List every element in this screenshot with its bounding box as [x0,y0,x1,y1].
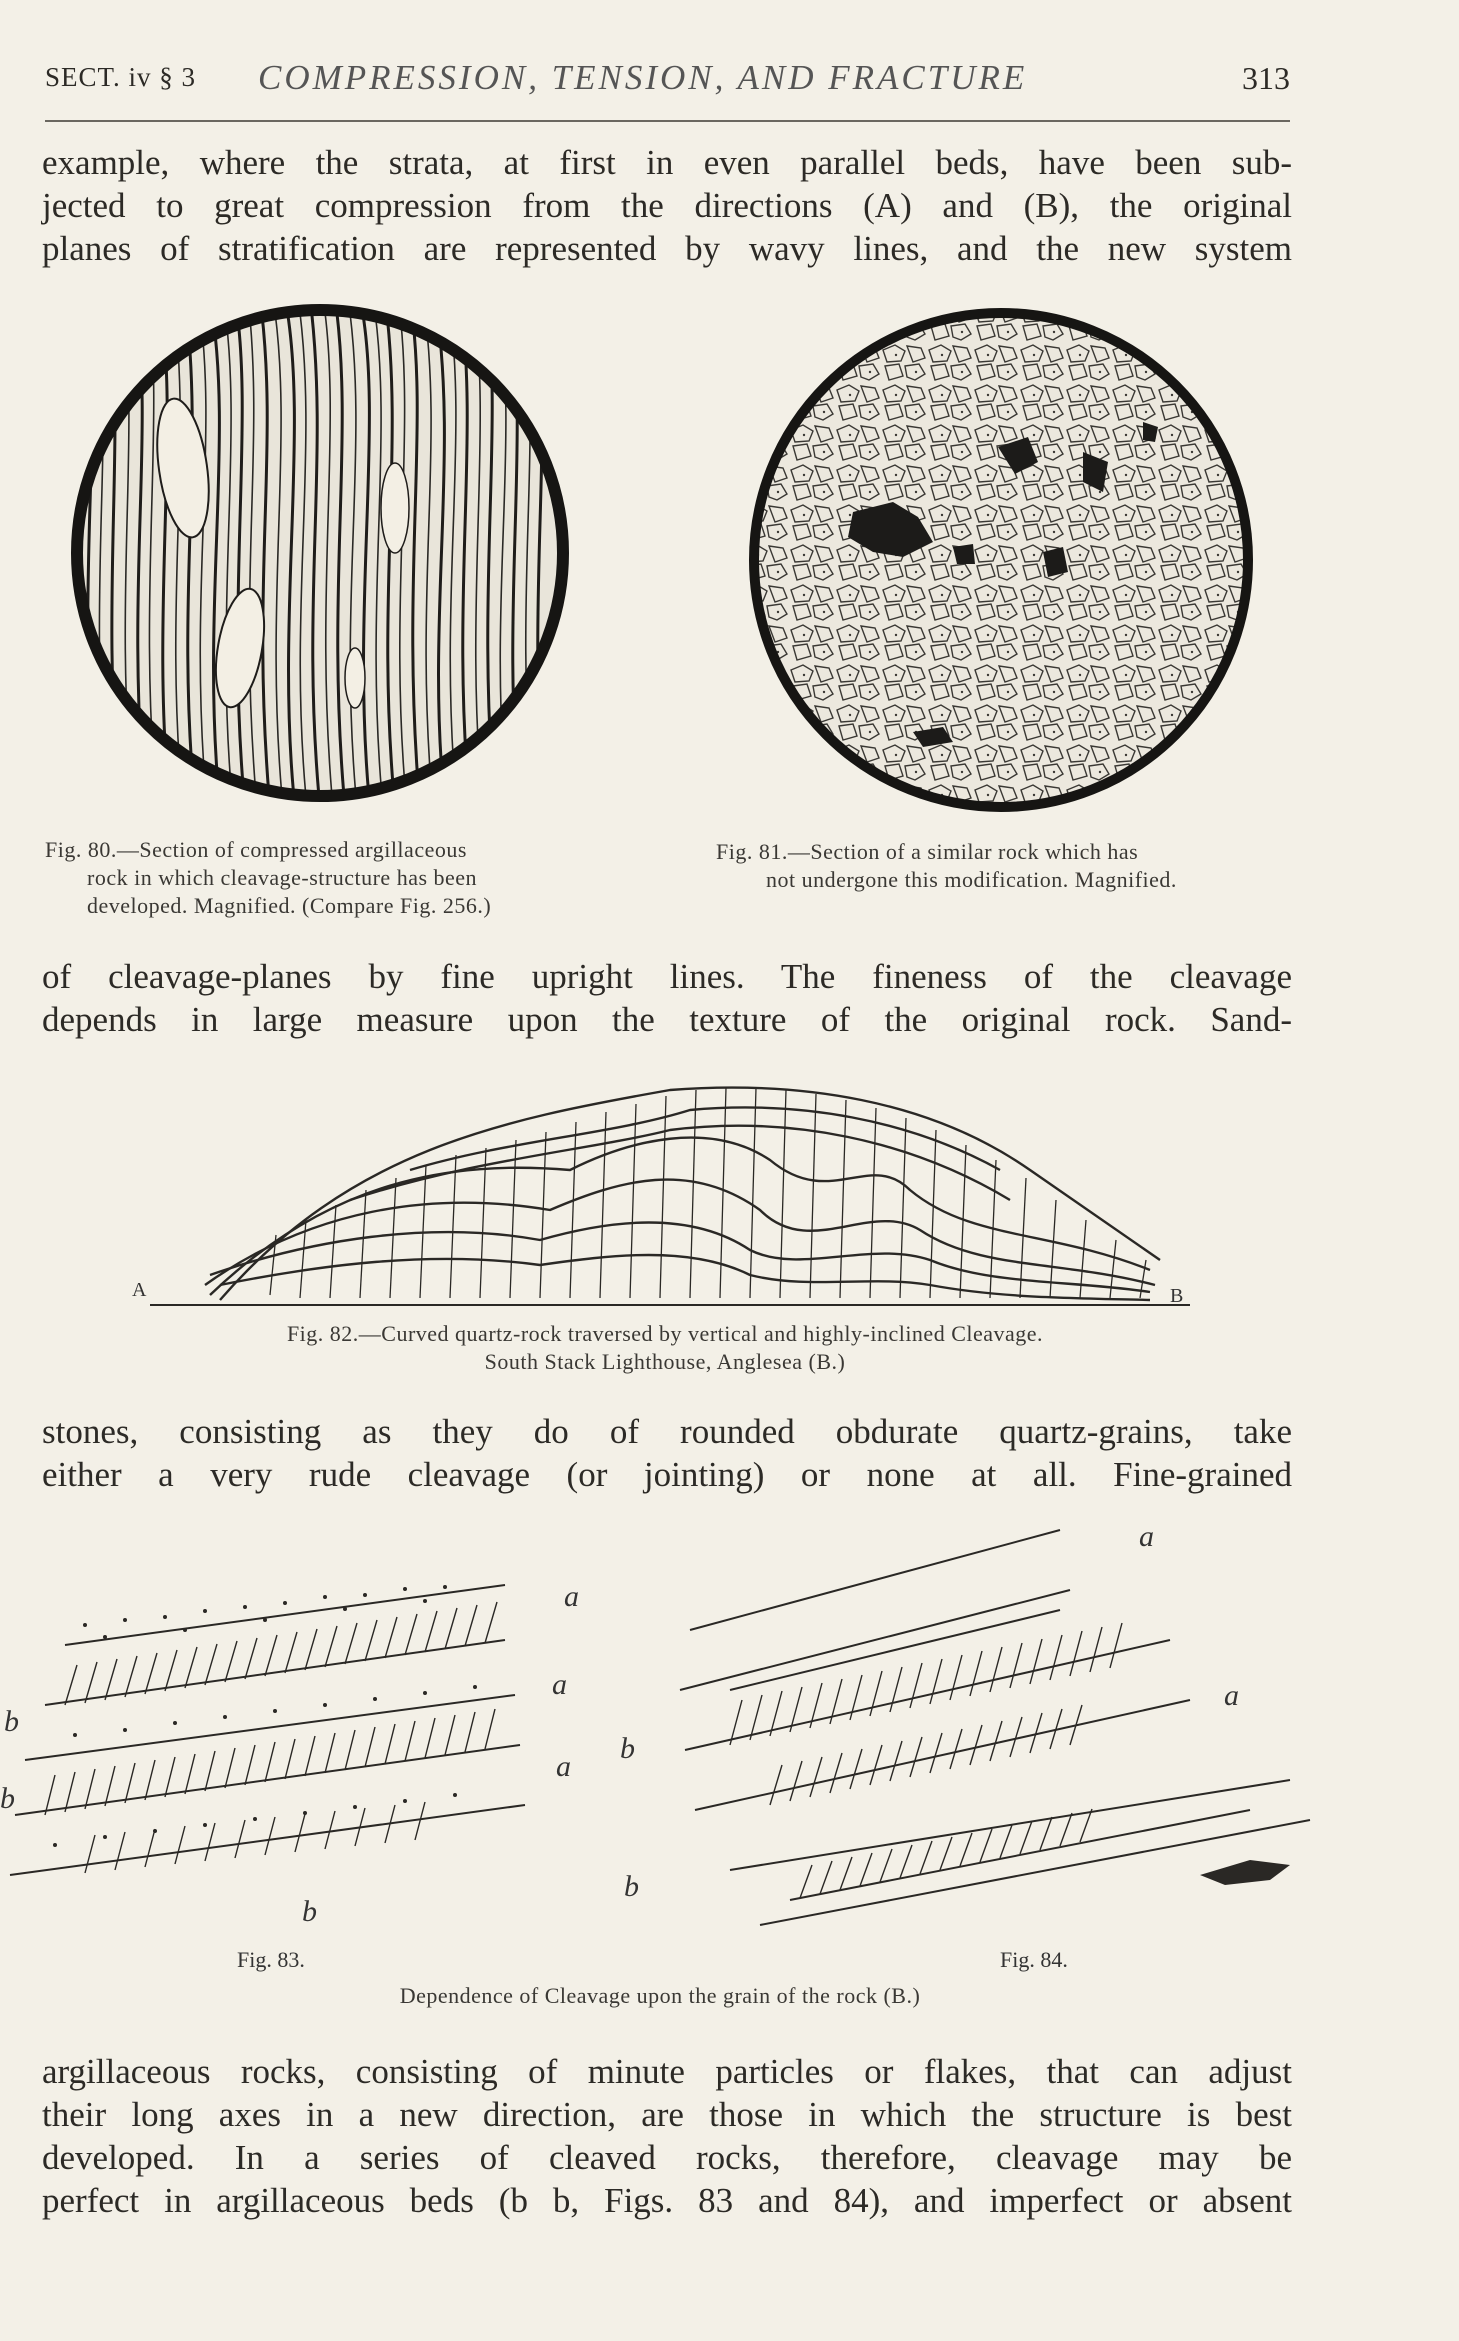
text-line: example, where the strata, at first in even parallel beds, have been sub- [42,143,1292,182]
caption-line: developed. Magnified. (Compare Fig. 256.) [87,893,492,918]
text-line: developed. In a series of cleaved rocks, therefore, cleavage may be [42,2138,1292,2177]
figure-83-84-caption [260,1982,1060,2010]
text-line: of cleavage-planes by fine upright lines. The fineness of the cleavage [42,957,1292,996]
figure-80-illustration [65,298,575,808]
figure-84-letter-a: a [1139,1520,1154,1553]
caption-line: South Stack Lighthouse, Anglesea (B.) [484,1349,846,1374]
caption-line: Dependence of Cleavage upon the grain of the rock (B.) [399,1983,921,2008]
page-number: 313 [1242,60,1290,96]
figure-84-label: Fig. 84. [1000,1947,1068,1972]
figure-82-label-a: A [132,1279,147,1301]
figure-81-illustration [743,302,1259,818]
text-line: either a very rude cleavage (or jointing) or none at all. Fine-grained [42,1455,1292,1494]
figure-80-caption [45,836,605,920]
figure-84-letter-b: b [624,1870,639,1903]
figure-83-letter-b: b [0,1782,15,1815]
figure-83-letter-a: a [564,1580,579,1613]
figure-83-letter-b: b [4,1705,19,1738]
figure-83-illustration [5,1575,535,1910]
figure-84-illustration [670,1520,1330,1940]
paragraph-2 [42,955,1292,1041]
text-line: perfect in argillaceous beds (b b, Figs. 83 and 84), and imperfect or absent [42,2181,1292,2220]
figure-81-caption [716,838,1291,894]
figure-83-letter-a: a [552,1668,567,1701]
header-rule [45,120,1290,122]
text-line: their long axes in a new direction, are those in which the structure is best [42,2095,1292,2134]
text-line: depends in large measure upon the texture of the original rock. Sand- [42,1000,1292,1039]
caption-line: Fig. 80.—Section of compressed argillaceous [45,837,467,862]
text-line: argillaceous rocks, consisting of minute particles or flakes, that can adjust [42,2052,1292,2091]
figure-83-letter-a: a [556,1750,571,1783]
caption-line: rock in which cleavage-structure has been [87,865,478,890]
figure-83-letter-b: b [302,1895,317,1928]
paragraph-1 [42,141,1292,270]
figure-82-caption [100,1320,1230,1376]
paragraph-4 [42,2050,1292,2222]
chapter-title: COMPRESSION, TENSION, AND FRACTURE [258,58,1028,97]
caption-line: Fig. 81.—Section of a similar rock which has [716,839,1139,864]
text-line: planes of stratification are represented by wavy lines, and the new system [42,229,1292,268]
figure-83-label: Fig. 83. [237,1947,305,1972]
figure-82-illustration [150,1060,1200,1310]
caption-line: Fig. 82.—Curved quartz-rock traversed by vertical and highly-inclined Cleavage. [286,1321,1044,1346]
running-header [45,58,1290,100]
figure-84-letter-b: b [620,1732,635,1765]
paragraph-3 [42,1410,1292,1496]
section-label: SECT. iv § 3 [45,62,197,92]
figure-84-letter-a: a [1224,1679,1239,1712]
text-line: stones, consisting as they do of rounded obdurate quartz-grains, take [42,1412,1292,1451]
text-line: jected to great compression from the directions (A) and (B), the original [42,186,1292,225]
figure-82-label-b: B [1170,1285,1184,1307]
caption-line: not undergone this modification. Magnified. [766,867,1177,892]
